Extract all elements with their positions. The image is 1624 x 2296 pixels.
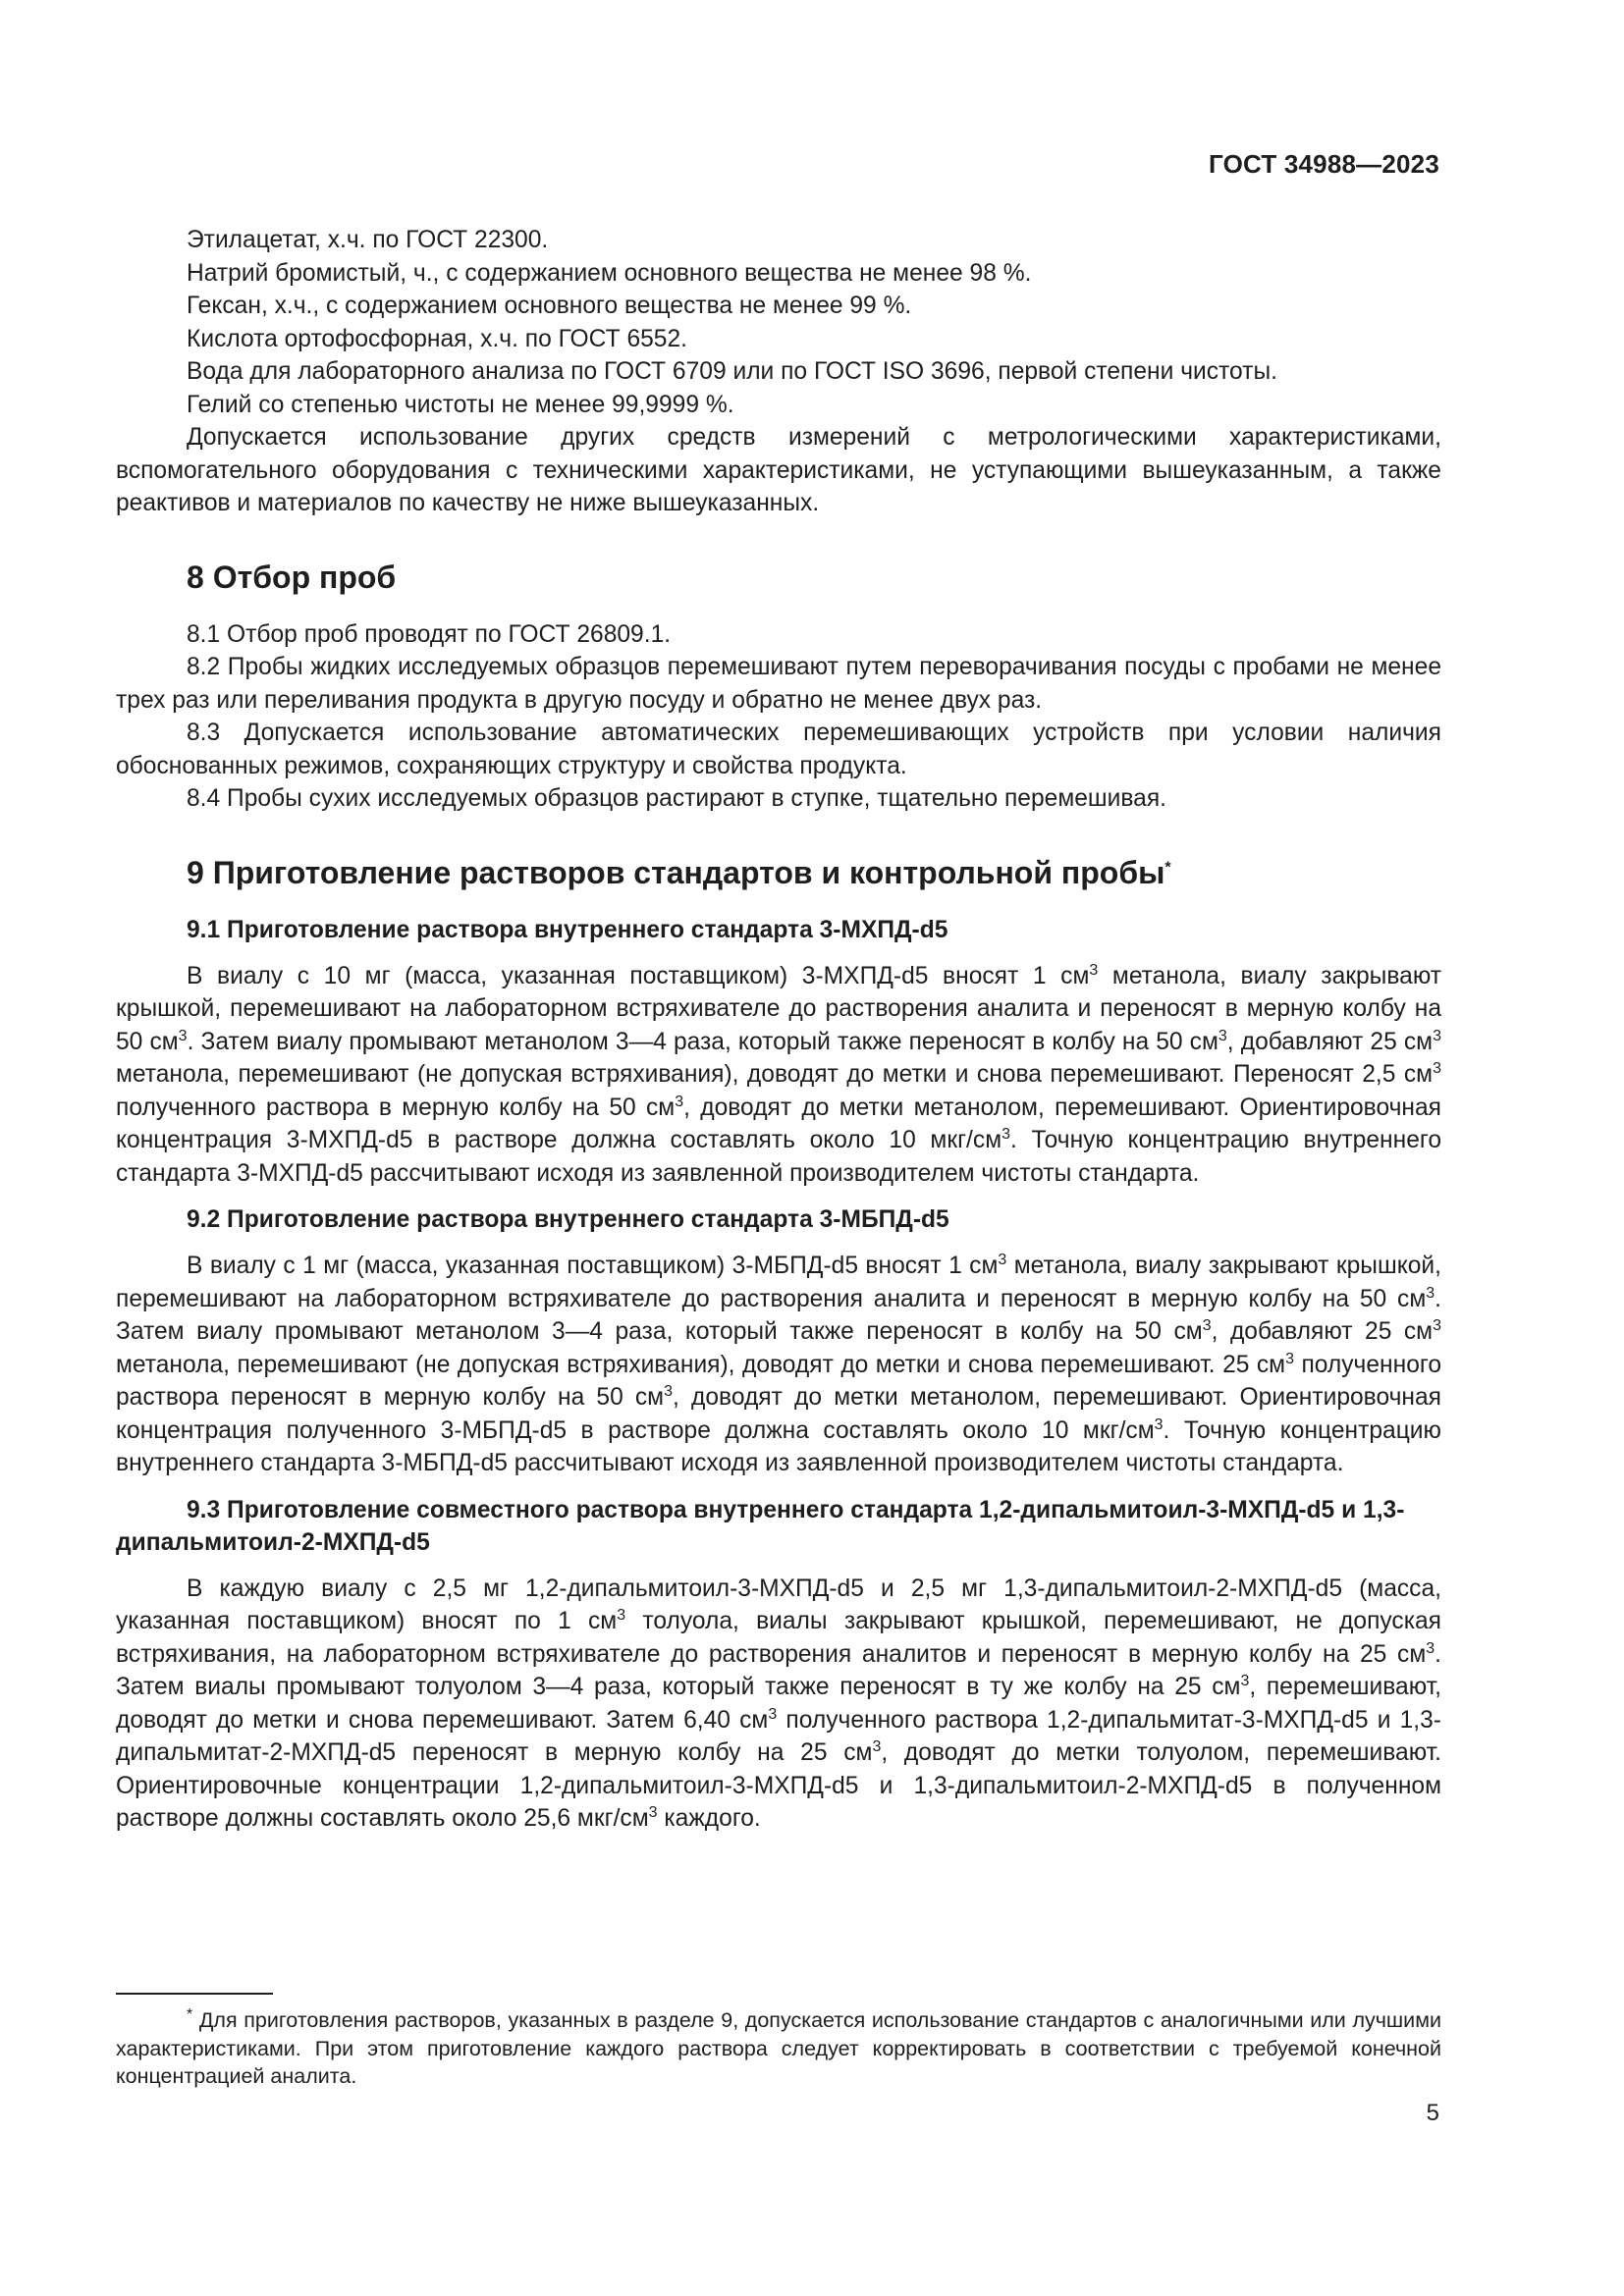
paragraph-text: , добавляют 25 см <box>1226 1028 1434 1055</box>
section-9-title-text: 9 Приготовление растворов стандартов и контрольной пробы <box>187 854 1165 890</box>
unit-exponent: 3 <box>1202 1316 1212 1334</box>
footnote-ref-mark: * <box>1164 858 1171 876</box>
intro-line: Натрий бромистый, ч., с содержанием основного вещества не менее 98 %. <box>187 259 1032 287</box>
paragraph-text: полученного раствора в мерную колбу на 50 см <box>116 1094 676 1121</box>
unit-exponent: 3 <box>675 1093 684 1110</box>
intro-paragraph: Допускается использование других средств измерений с метрологическими характеристиками, вспомогательного оборудования с техническими характеристиками, не уступающими вышеуказанным, а также реактивов и материалов по качеству не ниже вышеуказанных. <box>116 424 1441 516</box>
section-8-paragraph: 8.3 Допускается использование автоматических перемешивающих устройств при условии наличия обоснованных режимов, сохраняющих структуру и свойства продукта. <box>116 720 1441 779</box>
paragraph-text: полученного раствора 1,2-дипальмитат-3-МХПД-d5 и 1,3-дипальмитат-2-МХПД-d5 переносят в мерную колбу на 25 см <box>116 1706 1441 1766</box>
paragraph-text: . Затем виалу промывают метанолом 3—4 раза, который также переносят в колбу на 50 см <box>116 1285 1441 1345</box>
unit-exponent: 3 <box>1218 1027 1227 1044</box>
paragraph-text: . Точную концентрацию внутреннего стандарта 3-МХПД-d5 рассчитывают исходя из заявленной производителем чистоты стандарта. <box>116 1127 1441 1187</box>
subsection-9-3-title: 9.3 Приготовление совместного раствора внутреннего стандарта 1,2-дипальмитоил-3-МХПД-d5 и 1,3-дипальмитоил-2-МХПД-d5 <box>116 1496 1405 1556</box>
subsection-9-1-title: 9.1 Приготовление раствора внутреннего стандарта 3-МХПД-d5 <box>187 916 948 943</box>
unit-exponent: 3 <box>998 1251 1007 1268</box>
paragraph-text: метанола, виалу закрывают крышкой, перемешивают на лабораторном встряхивателе до растворения аналита и переносят в мерную колбу на 50 см <box>116 962 1441 1055</box>
section-8-paragraph: 8.4 Пробы сухих исследуемых образцов растирают в ступке, тщательно перемешивая. <box>187 785 1167 812</box>
footnote-divider <box>116 1993 273 1995</box>
paragraph-text: , доводят до метки метанолом, перемешивают. Ориентировочная концентрация полученного 3-МБПД-d5 в растворе должна составлять около 10 мкг/см <box>116 1384 1442 1444</box>
intro-line: Гексан, х.ч., с содержанием основного вещества не менее 99 %. <box>187 293 912 319</box>
paragraph-text: каждого. <box>657 1805 761 1832</box>
unit-exponent: 3 <box>872 1737 882 1755</box>
unit-exponent: 3 <box>1433 1059 1441 1077</box>
unit-exponent: 3 <box>1426 1639 1435 1657</box>
unit-exponent: 3 <box>1001 1125 1011 1143</box>
paragraph-text: , доводят до метки толуолом, перемешивают. Ориентировочные концентрации 1,2-дипальмитоил-3-МХПД-d5 и 1,3-дипальмитоил-2-МХПД-d5 в полученном растворе должны составлять около 25,6 мкг/см <box>116 1739 1441 1832</box>
unit-exponent: 3 <box>1285 1350 1294 1367</box>
paragraph-text: метанола, перемешивают (не допуская встряхивания), доводят до метки и снова перемешивают. 25 см <box>116 1351 1286 1378</box>
unit-exponent: 3 <box>1240 1672 1250 1689</box>
section-8-paragraph: 8.1 Отбор проб проводят по ГОСТ 26809.1. <box>187 620 672 648</box>
footnote-text: Для приготовления растворов, указанных в разделе 9, допускается использование стандартов с аналогичными или лучшими характеристиками. При этом приготовление каждого раствора следует корректировать в соответствии с требуемой конечной концентрацией аналита. <box>116 2008 1441 2088</box>
unit-exponent: 3 <box>648 1803 658 1821</box>
paragraph-text: толуола, виалы закрывают крышкой, перемешивают, не допуская встряхивания, на лабораторном встряхивателе до растворения аналитов и переносят в мерную колбу на 25 см <box>116 1608 1441 1668</box>
unit-exponent: 3 <box>1433 1316 1442 1334</box>
paragraph-text: , добавляют 25 см <box>1211 1318 1434 1345</box>
page-number: 5 <box>1426 2100 1439 2126</box>
section-9-title <box>187 853 1441 892</box>
section-8-title: 8 Отбор проб <box>187 559 397 595</box>
paragraph-text: , перемешивают, доводят до метки и снова перемешивают. Затем 6,40 см <box>116 1674 1441 1734</box>
subsection-9-1-paragraph <box>116 960 1441 1191</box>
footnote <box>116 2006 1441 2091</box>
paragraph-text: полученного раствора переносят в мерную колбу на 50 см <box>116 1351 1441 1411</box>
intro-line: Этилацетат, х.ч. по ГОСТ 22300. <box>187 227 549 253</box>
paragraph-text: метанола, виалу закрывают крышкой, перемешивают на лабораторном встряхивателе до растворения аналита и переносят в мерную колбу на 50 см <box>116 1253 1441 1312</box>
unit-exponent: 3 <box>1433 1027 1441 1044</box>
subsection-9-2-title: 9.2 Приготовление раствора внутреннего стандарта 3-МБПД-d5 <box>187 1206 949 1233</box>
intro-line: Кислота ортофосфорная, х.ч. по ГОСТ 6552. <box>187 325 687 352</box>
unit-exponent: 3 <box>768 1705 778 1723</box>
subsection-9-2-paragraph <box>116 1250 1441 1480</box>
unit-exponent: 3 <box>1089 961 1099 979</box>
page-content <box>116 224 1441 1836</box>
paragraph-text: . Точную концентрацию внутреннего стандарта 3-МБПД-d5 рассчитывают исходя из заявленной производителем чистоты стандарта. <box>116 1416 1441 1476</box>
paragraph-text: . Затем виалу промывают метанолом 3—4 раза, который также переносят в колбу на 50 см <box>187 1028 1218 1055</box>
unit-exponent: 3 <box>178 1027 188 1044</box>
section-8-paragraph: 8.2 Пробы жидких исследуемых образцов перемешивают путем переворачивания посуды с пробами не менее трех раз или переливания продукта в другую посуду и обратно не менее двух раз. <box>116 654 1441 714</box>
intro-line: Гелий со степенью чистоты не менее 99,9999 %. <box>187 391 734 418</box>
unit-exponent: 3 <box>664 1382 674 1400</box>
paragraph-text: В виалу с 10 мг (масса, указанная поставщиком) 3-МХПД-d5 вносят 1 см <box>187 962 1090 989</box>
unit-exponent: 3 <box>617 1606 626 1624</box>
document-header: ГОСТ 34988—2023 <box>1209 149 1439 179</box>
unit-exponent: 3 <box>1154 1415 1164 1433</box>
intro-line: Вода для лабораторного анализа по ГОСТ 6709 или по ГОСТ ISO 3696, первой степени чистоты. <box>187 358 1277 385</box>
subsection-9-3-paragraph <box>116 1573 1441 1836</box>
paragraph-text: В виалу с 1 мг (масса, указанная поставщиком) 3-МБПД-d5 вносят 1 см <box>187 1253 999 1279</box>
paragraph-text: , доводят до метки метанолом, перемешивают. Ориентировочная концентрация 3-МХПД-d5 в растворе должна составлять около 10 мкг/см <box>116 1094 1441 1153</box>
paragraph-text: метанола, перемешивают (не допуская встряхивания), доводят до метки и снова перемешивают. Переносят 2,5 см <box>116 1061 1434 1088</box>
paragraph-text: В каждую виалу с 2,5 мг 1,2-дипальмитоил-3-МХПД-d5 и 2,5 мг 1,3-дипальмитоил-2-МХПД-d5 (масса, указанная поставщиком) вносят по 1 см <box>116 1575 1441 1634</box>
footnote-mark: * <box>187 2005 193 2023</box>
unit-exponent: 3 <box>1426 1284 1435 1302</box>
paragraph-text: . Затем виалы промывают толуолом 3—4 раза, который также переносят в ту же колбу на 25 см <box>116 1640 1441 1700</box>
